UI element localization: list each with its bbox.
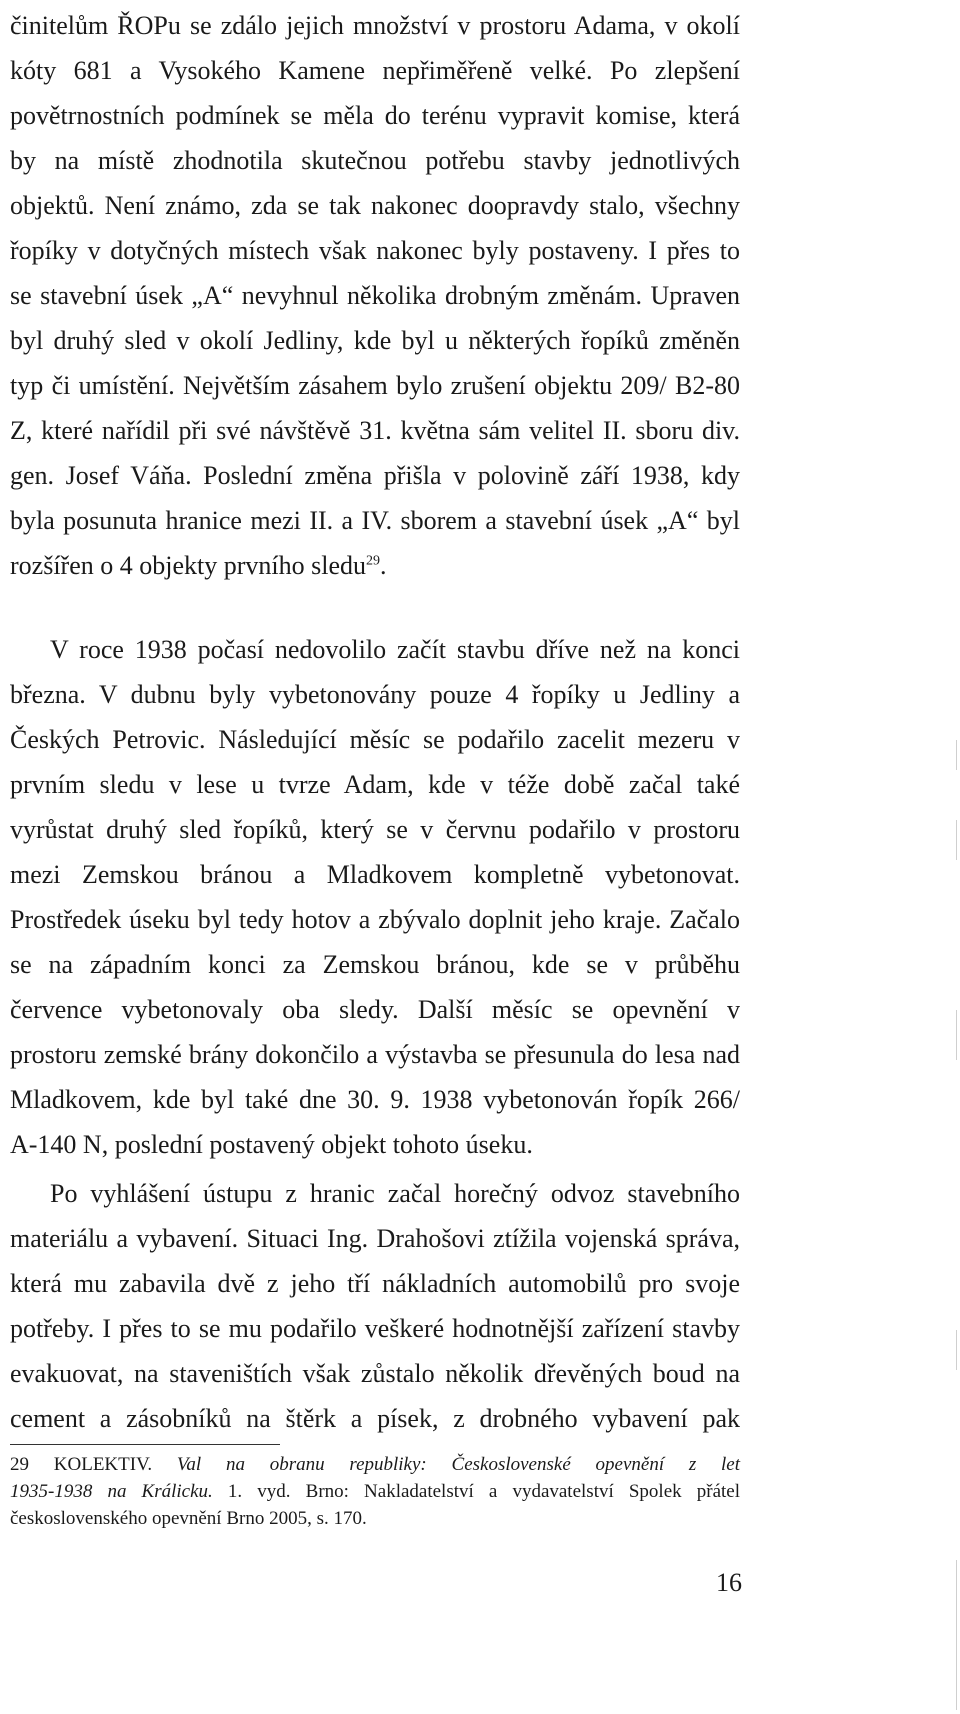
scan-artifact bbox=[956, 820, 957, 860]
paragraph bbox=[10, 630, 740, 1170]
text-line: činitelům ŘOPu se zdálo jejich množství v prostoru Adama, v okolí bbox=[10, 11, 740, 40]
scan-artifact bbox=[956, 1560, 957, 1710]
text-line: která mu zabavila dvě z jeho tří nákladních automobilů pro svoje bbox=[10, 1269, 740, 1298]
text-line: materiálu a vybavení. Situaci Ing. Drahošovi ztížila vojenská správa, bbox=[10, 1224, 740, 1253]
text-line: Z, které nařídil při své návštěvě 31. května sám velitel II. sboru div. bbox=[10, 416, 740, 445]
text-line: prostoru zemské brány dokončilo a výstavba se přesunula do lesa nad bbox=[10, 1040, 740, 1069]
text-line: byla posunuta hranice mezi II. a IV. sborem a stavební úsek „A“ byl bbox=[10, 506, 740, 535]
text-line: cement a zásobníků na štěrk a písek, z drobného vybavení pak bbox=[10, 1404, 740, 1433]
text-line: března. V dubnu byly vybetonovány pouze 4 řopíky u Jedliny a bbox=[10, 680, 740, 709]
footnote-title: 1935-1938 na Králicku. bbox=[10, 1481, 213, 1502]
footnote-line: československého opevnění Brno 2005, s. 170. bbox=[10, 1508, 367, 1529]
footnote-line bbox=[10, 1479, 740, 1506]
text-line: mezi Zemskou bránou a Mladkovem kompletně vybetonovat. bbox=[10, 860, 740, 889]
text-line: Po vyhlášení ústupu z hranic začal horečný odvoz stavebního bbox=[50, 1179, 740, 1208]
page-number: 16 bbox=[716, 1568, 742, 1597]
footnote-separator bbox=[10, 1444, 280, 1445]
text-line: byl druhý sled v okolí Jedliny, kde byl u některých řopíků změněn bbox=[10, 326, 740, 355]
text-line: prvním sledu v lese u tvrze Adam, kde v téže době začal také bbox=[10, 770, 740, 799]
text-line: Mladkovem, kde byl také dne 30. 9. 1938 vybetonován řopík 266/ bbox=[10, 1085, 740, 1114]
scan-artifact bbox=[956, 1330, 957, 1370]
scan-artifact bbox=[956, 740, 957, 770]
text-line: povětrnostních podmínek se měla do terénu vypravit komise, která bbox=[10, 101, 740, 130]
text-line: evakuovat, na staveništích však zůstalo několik dřevěných boud na bbox=[10, 1359, 740, 1388]
text-line: se na západním konci za Zemskou bránou, kde se v průběhu bbox=[10, 950, 740, 979]
text-line: vyrůstat druhý sled řopíků, který se v červnu podařilo v prostoru bbox=[10, 815, 740, 844]
paragraph bbox=[10, 1174, 740, 1444]
footnote-reference[interactable]: 29 bbox=[366, 553, 380, 569]
text-line: gen. Josef Váňa. Poslední změna přišla v polovině září 1938, kdy bbox=[10, 461, 740, 490]
text-line: objektů. Není známo, zda se tak nakonec doopravdy stalo, všechny bbox=[10, 191, 740, 220]
scan-artifact bbox=[956, 1010, 957, 1060]
text-line: řopíky v dotyčných místech však nakonec byly postaveny. I přes to bbox=[10, 236, 740, 265]
footnote-author: KOLEKTIV. bbox=[53, 1454, 153, 1475]
text-line: kóty 681 a Vysokého Kamene nepřiměřeně velké. Po zlepšení bbox=[10, 56, 740, 85]
text-line: A-140 N, poslední postavený objekt tohoto úseku. bbox=[10, 1130, 533, 1159]
text-line bbox=[10, 546, 740, 591]
footnote-title: Val na obranu republiky: Československé opevnění z let bbox=[176, 1454, 741, 1475]
text-fragment: rozšířen o 4 objekty prvního sledu bbox=[10, 551, 366, 580]
text-line: potřeby. I přes to se mu podařilo veškeré hodnotnější zařízení stavby bbox=[10, 1314, 740, 1343]
footnote-line bbox=[10, 1452, 740, 1479]
text-line: typ či umístění. Největším zásahem bylo zrušení objektu 209/ B2-80 bbox=[10, 371, 740, 400]
footnote-text: 1. vyd. Brno: Nakladatelství a vydavatelství Spolek přátel bbox=[227, 1481, 741, 1502]
footnote-number: 29 bbox=[10, 1454, 29, 1475]
paragraph bbox=[10, 6, 740, 591]
text-line: se stavební úsek „A“ nevyhnul několika drobným změnám. Upraven bbox=[10, 281, 740, 310]
text-fragment: . bbox=[380, 551, 387, 580]
text-line: V roce 1938 počasí nedovolilo začít stavbu dříve než na konci bbox=[50, 635, 740, 664]
text-line: Českých Petrovic. Následující měsíc se podařilo zacelit mezeru v bbox=[10, 725, 740, 754]
footnote bbox=[10, 1452, 740, 1533]
text-line: července vybetonovaly oba sledy. Další měsíc se opevnění v bbox=[10, 995, 740, 1024]
text-line: by na místě zhodnotila skutečnou potřebu stavby jednotlivých bbox=[10, 146, 740, 175]
text-line: Prostředek úseku byl tedy hotov a zbývalo doplnit jeho kraje. Začalo bbox=[10, 905, 740, 934]
